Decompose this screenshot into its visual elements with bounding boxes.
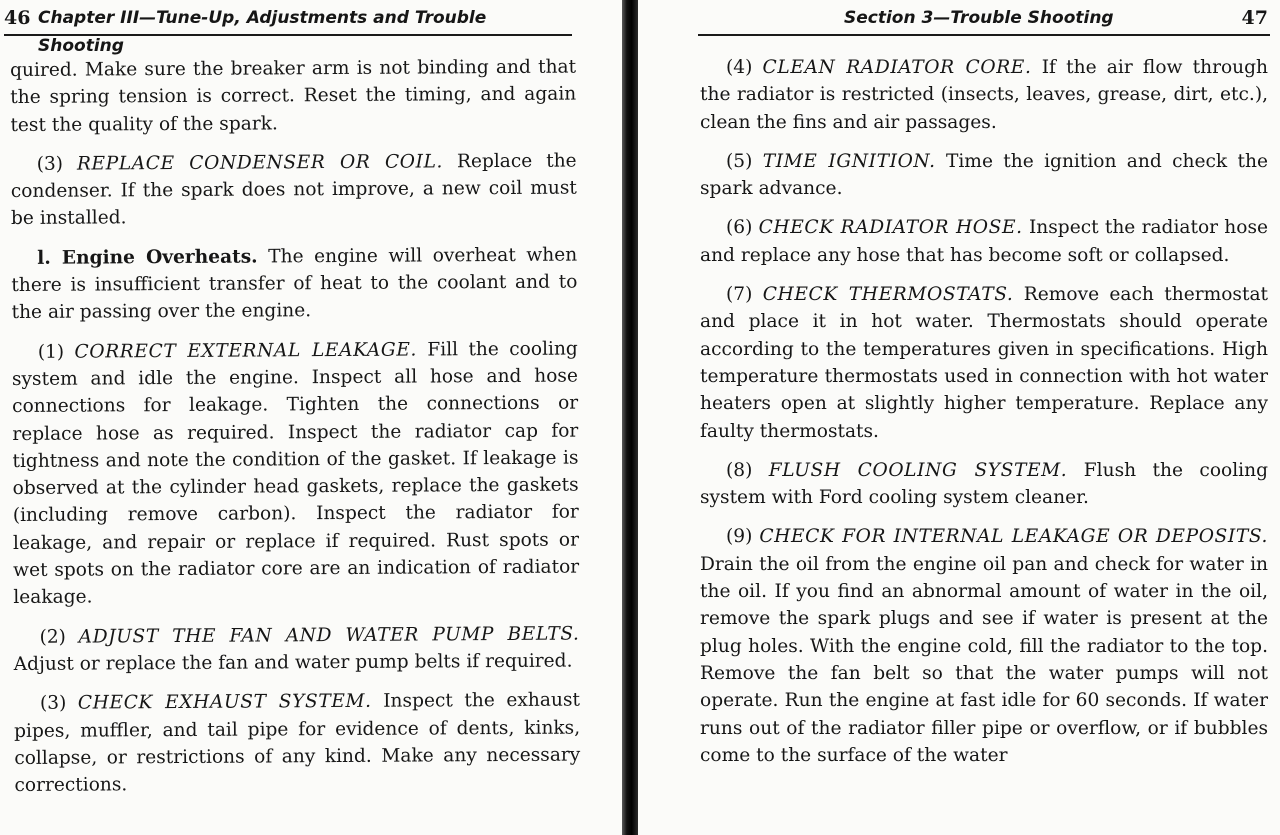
paragraph-heading: CHECK EXHAUST SYSTEM. <box>77 691 372 714</box>
left-page <box>0 0 622 835</box>
left-paragraph-external-leakage <box>12 335 580 611</box>
paragraph-number: (3) <box>39 692 78 715</box>
paragraph-text: Inspect the exhaust pipes, muffler, and tail pipe for evidence of dents, kinks, collapse, or restrictions of any kind. Make any necessary corrections. <box>14 689 581 797</box>
left-page-number: 46 <box>4 7 31 29</box>
right-running-head: Section 3—Trouble Shooting <box>844 8 1114 28</box>
paragraph-text: Replace the condenser. If the spark does not improve, a new coil must be installed. <box>10 150 577 230</box>
paragraph-text: Fill the cooling system and idle the engine. Inspect all hose and hose connections for leakage. Tighten the connections or replace hose as required. Inspect the radiator cap for tightness and note the condition of the gasket. If leakage is observed at the cylinder head gaskets, replace the gaskets (including remove carbon). Inspect the radiator for leakage, and repair or replace if required. Rust spots or wet spots on the radiator core are an indication of radiator leakage. <box>11 338 580 609</box>
paragraph-heading: CHECK RADIATOR HOSE. <box>758 217 1023 239</box>
right-paragraph-thermostats <box>700 281 1268 445</box>
left-paragraph-continued <box>10 54 576 139</box>
right-page-number: 47 <box>1241 7 1268 29</box>
right-paragraph-flush-cooling <box>700 457 1268 512</box>
right-paragraph-internal-leakage <box>700 523 1268 769</box>
paragraph-text: Flush the cooling system with Ford cooling system cleaner. <box>700 459 1268 509</box>
paragraph-heading: CHECK THERMOSTATS. <box>762 284 1014 306</box>
paragraph-heading: CHECK FOR INTERNAL LEAKAGE OR DEPOSITS. <box>759 526 1269 548</box>
paragraph-heading: FLUSH COOLING SYSTEM. <box>768 459 1068 481</box>
paragraph-text: Drain the oil from the engine oil pan and check for water in the oil. If you find an abnormal amount of water in the oil, remove the spark plugs and see if water is present at the plug holes. With the engine cold, fill the radiator to the top. Remove the fan belt so that the water pumps will not operate. Run the engine at fast idle for 60 seconds. If water runs out of the radiator filler pipe or overflow, or if bubbles come to the surface of the water <box>700 553 1268 766</box>
right-paragraph-time-ignition <box>700 148 1268 203</box>
paragraph-text: The engine will overheat when there is insufficient transfer of heat to the coolant and to the air passing over the engine. <box>11 244 578 324</box>
paragraph-number: (4) <box>726 57 763 78</box>
paragraph-number: (8) <box>726 459 769 481</box>
paragraph-number: (7) <box>726 284 763 306</box>
right-page-header <box>698 4 1270 36</box>
right-paragraph-clean-radiator <box>700 54 1268 136</box>
paragraph-text: Time the ignition and check the spark advance. <box>700 150 1269 200</box>
paragraph-number: (2) <box>39 626 79 648</box>
left-page-body <box>10 54 581 812</box>
right-page <box>638 0 1280 835</box>
paragraph-number: (1) <box>37 341 75 363</box>
paragraph-number: (6) <box>726 217 759 239</box>
left-page-header <box>4 4 572 56</box>
right-paragraph-radiator-hose <box>700 214 1268 269</box>
left-paragraph-engine-overheats <box>11 241 577 326</box>
paragraph-heading: REPLACE CONDENSER OR COIL. <box>76 151 444 175</box>
section-heading: Engine Overheats. <box>61 246 258 269</box>
left-running-head: Chapter III—Tune-Up, Adjustments and Trouble Shooting <box>38 8 487 56</box>
paragraph-number: l. <box>37 247 62 269</box>
paragraph-text: Inspect the radiator hose and replace any hose that has become soft or collapsed. <box>700 217 1269 266</box>
paragraph-number: (3) <box>36 153 77 175</box>
paragraph-number: (9) <box>726 526 760 548</box>
book-binding-gutter <box>622 0 638 835</box>
paragraph-heading: CORRECT EXTERNAL LEAKAGE. <box>74 339 418 363</box>
paragraph-text: Remove each thermostat and place it in hot water. Thermostats should operate according to the temperatures given in specifications. High temperature thermostats used in connection with hot water heaters open at slightly higher temperature. Replace any faulty thermostats. <box>700 284 1268 442</box>
left-paragraph-exhaust-system <box>14 687 581 800</box>
paragraph-text: quired. Make sure the breaker arm is not binding and that the spring tension is correct. Reset the timing, and again test the quality of the spark. <box>10 56 577 136</box>
paragraph-heading: TIME IGNITION. <box>762 150 936 172</box>
paragraph-heading: ADJUST THE FAN AND WATER PUMP BELTS. <box>78 623 580 648</box>
paragraph-heading: CLEAN RADIATOR CORE. <box>762 57 1032 78</box>
paragraph-text: If the air flow through the radiator is restricted (insects, leaves, grease, dirt, etc.), clean the fins and air passages. <box>700 57 1269 133</box>
paragraph-number: (5) <box>726 150 763 172</box>
left-paragraph-replace-condenser <box>11 147 577 232</box>
paragraph-text: Adjust or replace the fan and water pump belts if required. <box>13 650 573 675</box>
left-paragraph-adjust-belts <box>13 620 579 678</box>
right-page-body <box>700 54 1268 781</box>
